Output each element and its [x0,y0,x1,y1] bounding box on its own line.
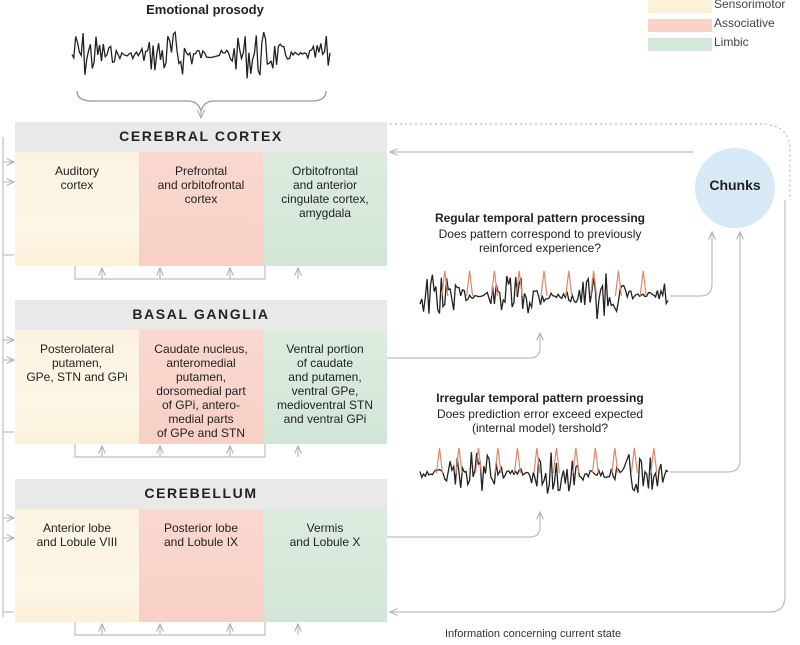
regular-pattern-question: Does pattern correspond to previously [438,227,642,241]
cell-text [139,509,263,549]
waveform-accent [631,448,637,473]
cell-line: medioventral STN [276,398,374,412]
cell-line: of caudate [296,356,354,370]
irregular-pattern-question: Does prediction error exceed expected [436,407,644,421]
cell-line: Posterior lobe [163,521,239,535]
legend-swatch [648,0,712,13]
legend-label: Associative [714,16,775,30]
waveform-accent [615,271,621,296]
irregular-pattern-question: (internal model) tershold? [471,421,609,435]
cell-text [139,152,263,206]
waveform-accent [592,448,598,473]
waveform-accent [514,448,520,473]
cerebellum-title: CEREBELLUM [144,485,258,501]
chunks-node [695,148,775,228]
cell-line: and anterior [292,178,358,192]
waveform-accent [534,448,540,473]
cell-text [263,509,387,549]
legend-label: Limbic [714,35,749,49]
cell-line: dorsomedial part [156,384,246,398]
irregular-pattern-waveform [420,448,668,494]
cell-line: GPe, STN and GPi [26,370,128,384]
waveform-line [72,32,330,78]
emotional-prosody-title: Emotional prosody [146,2,264,17]
cell-line: Caudate nucleus, [154,342,248,356]
regular-pattern-waveform [420,271,668,319]
cortex-limbic-cell [263,152,387,266]
chunks-label: Chunks [709,177,761,193]
basal-ganglia-title: BASAL GANGLIA [132,306,270,322]
waveform-accent [491,271,497,296]
cell-line: amygdala [298,206,352,220]
legend-item-limbic [648,35,798,57]
cortex-associative-cell [139,152,263,266]
basal-sensorimotor-cell [15,330,139,444]
waveform-accent [495,448,501,473]
cell-line: Vermis [306,521,344,535]
cell-line: ventral GPe, [291,384,359,398]
cell-line: Anterior lobe [42,521,112,535]
cell-line: and orbitofrontal [157,178,245,192]
waveform-line [420,273,668,319]
cell-line: and Lobule IX [163,535,239,549]
waveform-accent [640,271,646,296]
prosody-brace [77,91,326,111]
cortex-sensorimotor-cell [15,152,139,266]
cell-line: of GPe and STN [156,426,246,440]
cell-line: and Lobule VIII [36,535,118,549]
waveform-accent [651,448,657,473]
cell-line: medial parts [168,412,234,426]
regular-pattern-block [410,211,670,255]
cerebellum-band [15,479,387,509]
emotional-prosody-waveform [72,32,330,78]
basal-ganglia-band [15,300,387,330]
waveform-accent [442,271,448,296]
cell-line: putamen, [51,356,103,370]
legend-label: Sensorimotor [714,0,786,11]
cell-text [263,330,387,426]
waveform-accent [541,271,547,296]
cell-text [263,152,387,220]
cerebellum-sensorimotor-cell [15,509,139,622]
footer-note: Information concerning current state [445,628,622,640]
irregular-pattern-title: Irregular temporal pattern proessing [436,391,644,405]
waveform-accent [566,271,572,296]
cell-line: of GPi, antero- [161,398,241,412]
cell-text [139,330,263,440]
cell-text [15,509,139,549]
basal-limbic-cell [263,330,387,444]
cell-line: cortex [60,178,94,192]
cerebellum-associative-cell [139,509,263,622]
regular-pattern-title: Regular temporal pattern processing [434,211,646,225]
cell-line: Ventral portion [286,342,364,356]
cerebellum-limbic-cell [263,509,387,622]
cell-line: Auditory [54,164,100,178]
legend-swatch [648,38,712,51]
cerebral-cortex-title: CEREBRAL CORTEX [119,128,283,144]
cell-line: anteromedial [166,356,236,370]
cell-text [15,152,139,192]
cell-line: Prefrontal [174,164,228,178]
waveform-accent [467,271,473,296]
irregular-pattern-block [405,391,675,435]
legend [648,0,798,57]
cell-text [15,330,139,384]
cell-line: Posterolateral [39,342,115,356]
legend-swatch [648,19,712,32]
regular-pattern-question: reinforced experience? [478,241,602,255]
cell-line: putamen, [175,370,227,384]
cell-line: cingulate cortex, [281,192,369,206]
waveform-accent [591,271,597,296]
waveform-accent [612,448,618,473]
basal-associative-cell [139,330,263,444]
cerebral-cortex-band [15,122,387,152]
left-loop-arrows [3,137,14,617]
cell-line: Orbitofrontal [291,164,359,178]
cell-line: cortex [184,192,218,206]
cell-line: and Lobule X [289,535,361,549]
cell-line: and ventral GPi [283,412,367,426]
cell-line: and putamen, [288,370,362,384]
